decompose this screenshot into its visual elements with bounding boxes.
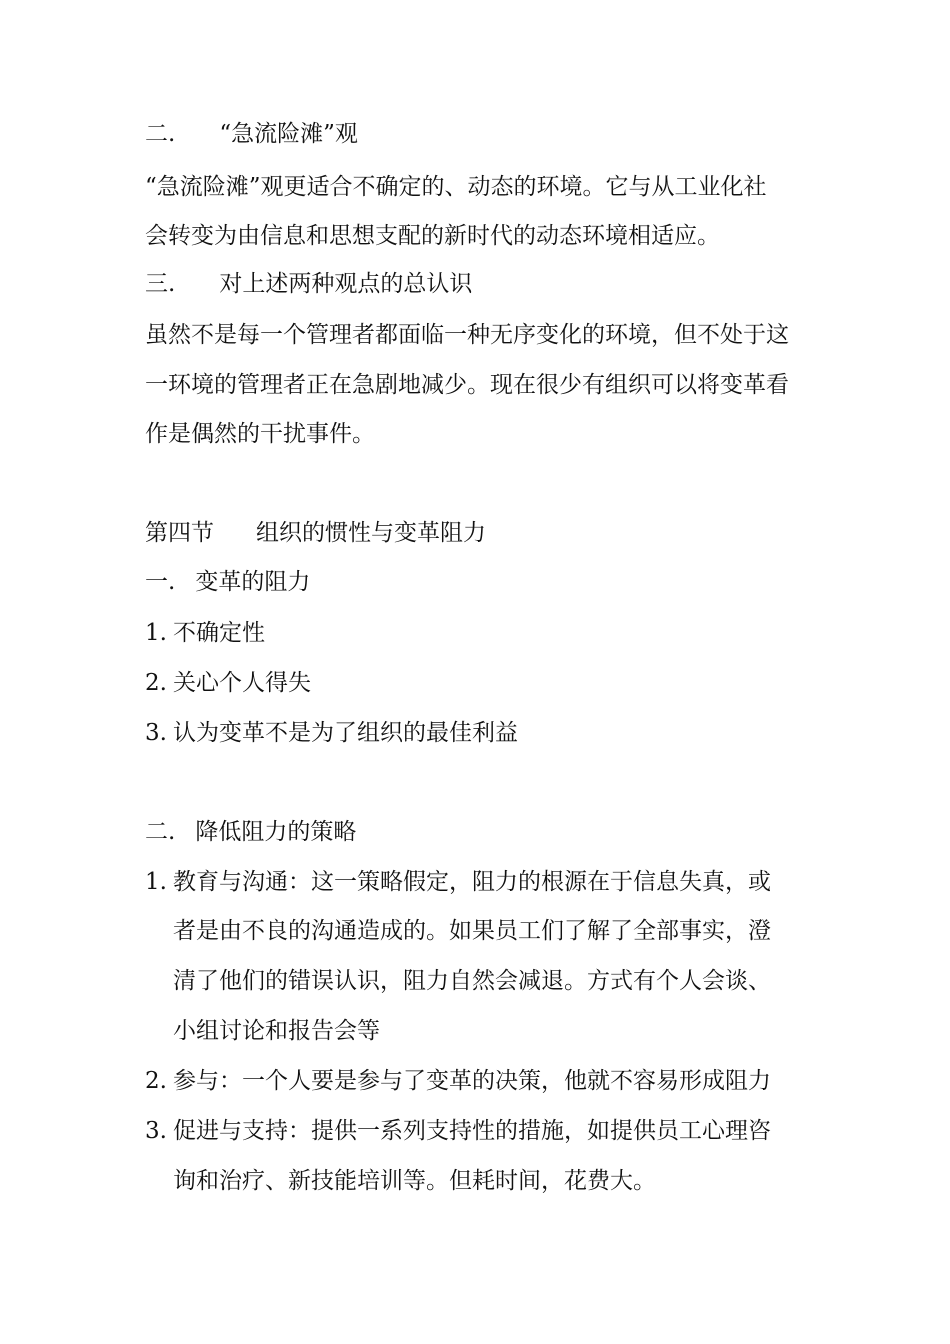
heading-number: 一. bbox=[145, 569, 176, 595]
list-item-text: 不确定性 bbox=[173, 620, 265, 646]
list-item bbox=[145, 1066, 771, 1096]
section-heading bbox=[145, 817, 356, 847]
list-item-number: 1. bbox=[145, 620, 167, 646]
heading-number: 三. bbox=[145, 271, 176, 297]
list-item bbox=[145, 718, 518, 748]
list-item bbox=[145, 668, 311, 698]
heading-text: 降低阻力的策略 bbox=[195, 819, 357, 845]
list-item-number: 1. bbox=[145, 869, 167, 895]
list-item-continuation: 小组讨论和报告会等 bbox=[173, 1018, 380, 1044]
chapter-title: 组织的惯性与变革阻力 bbox=[256, 520, 486, 546]
heading-text: 变革的阻力 bbox=[195, 569, 311, 595]
list-item-text: 教育与沟通：这一策略假定，阻力的根源在于信息失真，或 bbox=[173, 869, 771, 895]
list-item bbox=[145, 618, 265, 648]
heading-text: “急流险滩”观 bbox=[219, 121, 358, 147]
paragraph-line: 会转变为由信息和思想支配的新时代的动态环境相适应。 bbox=[145, 223, 720, 249]
paragraph-line: 虽然不是每一个管理者都面临一种无序变化的环境，但不处于这 bbox=[145, 322, 789, 348]
section-heading bbox=[145, 567, 310, 597]
list-item-continuation: 询和治疗、新技能培训等。但耗时间，花费大。 bbox=[173, 1168, 656, 1194]
list-item-number: 2. bbox=[145, 1068, 167, 1094]
heading-number: 二. bbox=[145, 121, 176, 147]
chapter-label: 第四节 bbox=[145, 520, 214, 546]
section-heading bbox=[145, 119, 358, 149]
list-item-continuation: 者是由不良的沟通造成的。如果员工们了解了全部事实，澄 bbox=[173, 918, 771, 944]
list-item-number: 3. bbox=[145, 1118, 167, 1144]
list-item-text: 促进与支持：提供一系列支持性的措施，如提供员工心理咨 bbox=[173, 1118, 771, 1144]
list-item-continuation: 清了他们的错误认识，阻力自然会减退。方式有个人会谈、 bbox=[173, 968, 771, 994]
chapter-heading bbox=[145, 518, 486, 548]
paragraph-line: 一环境的管理者正在急剧地减少。现在很少有组织可以将变革看 bbox=[145, 372, 789, 398]
list-item-number: 2. bbox=[145, 670, 167, 696]
list-item bbox=[145, 867, 771, 897]
list-item-text: 认为变革不是为了组织的最佳利益 bbox=[173, 720, 518, 746]
heading-number: 二. bbox=[145, 819, 176, 845]
list-item bbox=[145, 1116, 771, 1146]
list-item-text: 关心个人得失 bbox=[173, 670, 311, 696]
list-item-number: 3. bbox=[145, 720, 167, 746]
list-item-text: 参与：一个人要是参与了变革的决策，他就不容易形成阻力 bbox=[173, 1068, 771, 1094]
paragraph-line: “急流险滩”观更适合不确定的、动态的环境。它与从工业化社 bbox=[145, 174, 767, 200]
heading-text: 对上述两种观点的总认识 bbox=[219, 271, 473, 297]
section-heading bbox=[145, 269, 472, 299]
paragraph-line: 作是偶然的干扰事件。 bbox=[145, 421, 375, 447]
